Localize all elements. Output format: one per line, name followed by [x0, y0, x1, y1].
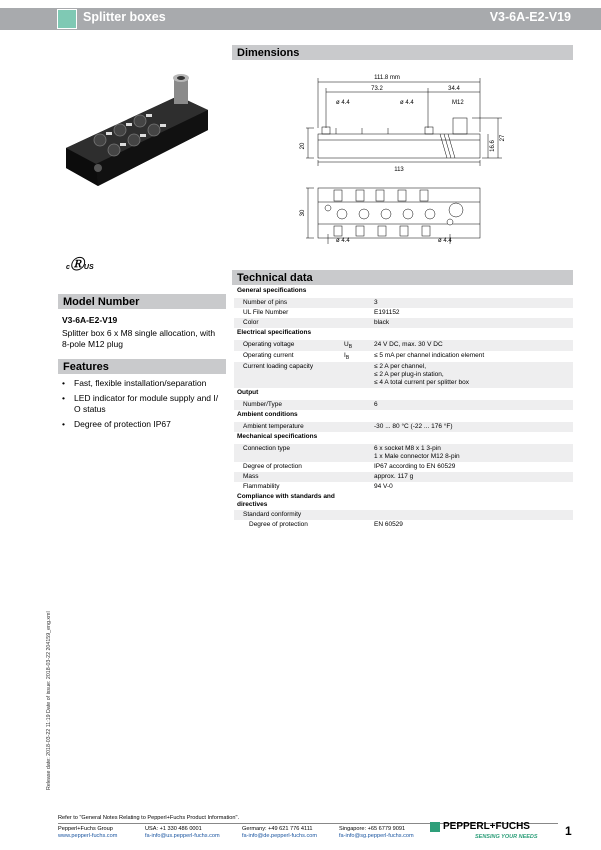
row-value: [370, 510, 573, 512]
symbol-subscript: B: [348, 344, 353, 350]
header-logo-square: [57, 9, 77, 29]
features-list: [60, 378, 226, 434]
row-label: Degree of protection: [249, 521, 308, 528]
table-row: [234, 362, 573, 388]
table-row: [234, 400, 573, 410]
footer-link[interactable]: fa-info@us.pepperl-fuchs.com: [145, 833, 220, 839]
row-value: -30 ... 80 °C (-22 ... 176 °F): [374, 423, 453, 430]
symbol-text: U: [344, 341, 349, 348]
row-value: E191152: [374, 309, 400, 316]
dimension-drawing: [232, 62, 573, 262]
row-label: UL File Number: [243, 309, 289, 316]
table-row: [234, 422, 573, 432]
footer-col-3: Germany: +49 621 776 4111: [242, 826, 313, 832]
footer-note: Refer to "General Notes Relating to Pepperl+Fuchs Product Information".: [58, 815, 240, 821]
table-section-heading: Ambient conditions: [237, 411, 298, 418]
table-section-heading: Mechanical specifications: [237, 433, 318, 440]
row-value: ≤ 5 mA per channel indication element: [374, 352, 485, 359]
dim-20: 20: [300, 142, 306, 150]
table-row: [234, 520, 573, 530]
dim-27: 27: [500, 134, 506, 142]
row-symbol: [344, 520, 370, 521]
brand-tagline: SENSING YOUR NEEDS: [475, 834, 538, 840]
row-label: Connection type: [243, 445, 290, 452]
row-symbol: [344, 318, 370, 319]
model-number-heading: Model Number: [58, 294, 226, 309]
row-symbol: [344, 362, 370, 363]
row-value: 6: [374, 401, 378, 408]
dim-113: 113: [394, 167, 404, 173]
row-label: Degree of protection: [243, 463, 302, 470]
product-photo: [58, 68, 228, 198]
table-row: [234, 444, 573, 462]
dim-dia-b: ø 4.4: [400, 100, 414, 106]
footer-link[interactable]: fa-info@sg.pepperl-fuchs.com: [339, 833, 414, 839]
row-value: 3: [374, 299, 378, 306]
row-symbol: [344, 400, 370, 401]
row-label: Operating voltage: [243, 341, 295, 348]
row-symbol: [344, 340, 370, 351]
technical-data-heading: Technical data: [232, 270, 573, 285]
row-symbol: [344, 298, 370, 299]
symbol-subscript: B: [345, 355, 350, 361]
feature-item: • LED indicator for module supply and I/ O status: [60, 393, 226, 415]
table-row: [234, 351, 573, 362]
table-row: [234, 318, 573, 328]
row-value: black: [374, 319, 390, 326]
table-row: [234, 308, 573, 318]
row-symbol: [344, 308, 370, 309]
dim-73-2: 73.2: [371, 86, 383, 92]
row-value: IP67 according to EN 60529: [374, 463, 456, 470]
row-value: 24 V DC, max. 30 V DC: [374, 341, 443, 348]
table-row: [234, 298, 573, 308]
row-value: ≤ 2 A per channel, ≤ 2 A per plug-in station, ≤ 4 A total current per splitter box: [374, 363, 469, 386]
row-label: Standard conformity: [243, 511, 302, 518]
dim-16-6: 16.6: [490, 140, 496, 152]
row-label: Operating current: [243, 352, 294, 359]
model-description: Splitter box 6 x M8 single allocation, with 8-pole M12 plug: [62, 328, 216, 349]
table-row: [234, 340, 573, 351]
feature-item: • Degree of protection IP67: [60, 419, 226, 430]
row-symbol: [344, 444, 370, 445]
page-header: [0, 0, 601, 38]
row-label: Ambient temperature: [243, 423, 304, 430]
dim-total: 111.8 mm: [374, 75, 400, 81]
row-label: Number of pins: [243, 299, 288, 306]
row-label: Flammability: [243, 483, 280, 490]
footer-link[interactable]: fa-info@de.pepperl-fuchs.com: [242, 833, 318, 839]
row-symbol: [344, 510, 370, 511]
feature-item: • Fast, flexible installation/separation: [60, 378, 226, 389]
dim-m12: M12: [452, 100, 464, 106]
table-section-heading: Electrical specifications: [237, 329, 312, 336]
technical-data-table: [234, 286, 573, 530]
row-value: EN 60529: [374, 521, 403, 528]
table-section-heading: Compliance with standards and directives: [237, 493, 335, 508]
row-value: approx. 117 g: [374, 473, 414, 480]
page-number: 1: [565, 824, 572, 838]
row-value: 94 V-0: [374, 483, 393, 490]
footer-link[interactable]: www.pepperl-fuchs.com: [58, 833, 118, 839]
model-number: V3-6A-E2-V19: [62, 315, 118, 325]
dim-30: 30: [300, 209, 306, 217]
symbol-text: I: [344, 352, 346, 359]
brand-name: PEPPERL+FUCHS: [443, 821, 530, 832]
table-row: [234, 462, 573, 472]
row-symbol: [344, 472, 370, 473]
row-label: Number/Type: [243, 401, 283, 408]
table-section-heading: General specifications: [237, 287, 307, 294]
dim-dia-a: ø 4.4: [336, 100, 350, 106]
dim-34-4: 34.4: [448, 86, 460, 92]
row-label: Mass: [243, 473, 259, 480]
row-label: Current loading capacity: [243, 363, 314, 370]
row-symbol: [344, 351, 370, 362]
row-symbol: [344, 422, 370, 423]
culus-mark: cⓇUS: [66, 256, 94, 272]
table-row: [234, 510, 573, 520]
footer-col-4: Singapore: +65 6779 9091: [339, 826, 406, 832]
footer-col-1: Pepperl+Fuchs Group: [58, 826, 113, 832]
row-value: 6 x socket M8 x 1 3-pin 1 x Male connector M12 8-pin: [374, 445, 460, 460]
dimensions-heading: Dimensions: [232, 45, 573, 60]
table-row: [234, 472, 573, 482]
dim-dia-d: ø 4.4: [438, 238, 452, 244]
row-symbol: [344, 462, 370, 463]
row-label: Color: [243, 319, 259, 326]
features-heading: Features: [58, 359, 226, 374]
brand-logo-icon: [430, 822, 440, 832]
row-symbol: [344, 482, 370, 483]
dim-dia-c: ø 4.4: [336, 238, 350, 244]
table-row: [234, 482, 573, 492]
header-product-code: V3-6A-E2-V19: [489, 10, 571, 24]
table-section-heading: Output: [237, 389, 259, 396]
header-title: Splitter boxes: [83, 10, 166, 24]
footer-col-2: USA: +1 330 486 0001: [145, 826, 202, 832]
release-note: Release date: 2018-03-22 11:19 Date of issue: 2018-03-22 204159_eng.xml: [46, 611, 52, 790]
